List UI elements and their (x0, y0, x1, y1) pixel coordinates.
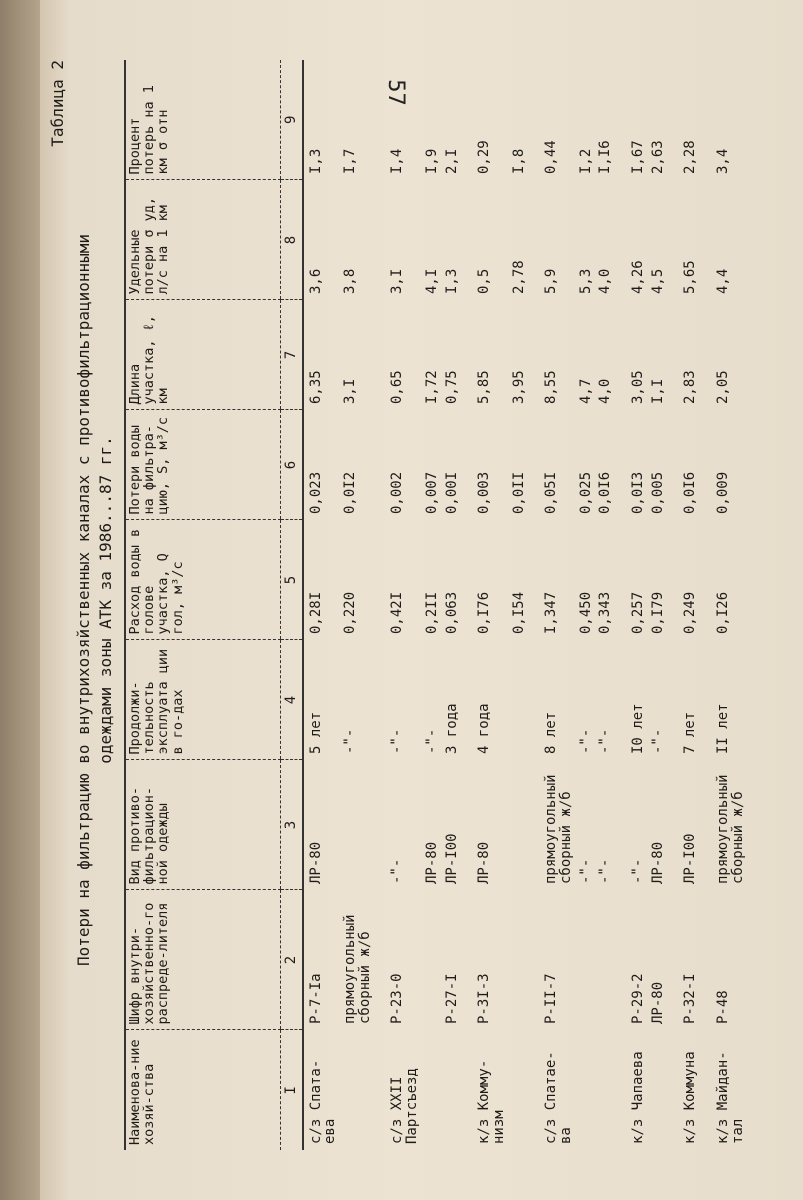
table-cell: к/з Коммуна (682, 1051, 699, 1144)
table-cell: 4,7 (577, 378, 594, 404)
table-cell (646, 1030, 666, 1150)
column-number: 6 (281, 410, 303, 520)
table-cell: 0,450 (577, 591, 594, 634)
table-cell: 3 года (443, 703, 460, 754)
header-cell: Удельные потери σ уд, л/с на 1 км (125, 180, 281, 300)
table-cell: Р-3I-3 (476, 973, 493, 1024)
table-cell: 0,343 (597, 591, 614, 634)
column-number: 5 (281, 520, 303, 640)
table-cell: 0,75 (443, 370, 460, 404)
table-cell: 4 года (476, 703, 493, 754)
column-number: 9 (281, 60, 303, 180)
table-cell (507, 760, 527, 890)
table-cell: 0,257 (630, 591, 646, 634)
table-cell: 5,85 (476, 370, 493, 404)
table-cell: прямоугольный сборный ж/б (543, 774, 574, 884)
table-cell: 7 лет (682, 711, 699, 754)
column-number-row (281, 60, 303, 1150)
page-number: 57 (382, 79, 408, 106)
header-cell: Процент потерь на 1 км σ отн (125, 60, 281, 180)
table-cell: -"- (423, 728, 440, 754)
column-number: I (281, 1030, 303, 1150)
table-row (372, 60, 419, 1150)
table-cell: 2,I (443, 148, 460, 174)
table-cell: с/з Спата-ева (307, 1059, 339, 1144)
table-cell: 2,28 (682, 140, 699, 174)
table-cell (338, 760, 372, 890)
table-cell: I,7 (342, 148, 359, 174)
table-cell: Р-23-0 (389, 973, 406, 1024)
table-cell (507, 1030, 527, 1150)
table-cell: I,2 (577, 148, 594, 174)
header-cell: Шифр внутри-хозяйственно-го распреде-лителя (125, 890, 281, 1030)
table-cell: Р-II-7 (543, 973, 560, 1024)
table-cell: Р-48 (715, 990, 732, 1024)
table-cell: I0 лет (630, 703, 646, 754)
header-cell: Потери воды на фильтра-цию, S, м³/с (125, 410, 281, 520)
table-cell: 0,0I3 (630, 471, 646, 514)
table-cell: 0,44 (543, 140, 560, 174)
table-cell: 0,0I6 (682, 471, 699, 514)
table-cell: I,3 (307, 148, 324, 174)
table-cell: 3,8 (342, 268, 359, 294)
table-cell: с/з XXII Партсъезд (389, 1068, 421, 1144)
table-cell: к/з Комму-низм (476, 1059, 507, 1144)
table-cell: 4,0 (597, 268, 614, 294)
table-cell: -"- (630, 858, 646, 884)
table-cell: прямоугольный сборный ж/б (342, 914, 373, 1024)
column-number: 8 (281, 180, 303, 300)
table-cell: 4,5 (649, 268, 666, 294)
table-caption-line-1: Потери на фильтрацию во внутрихозяйственных каналах с противофильтрационными (74, 233, 93, 967)
table-row (526, 60, 573, 1150)
table-cell: 5 лет (307, 711, 324, 754)
table-cell: 2,78 (510, 260, 527, 294)
table-cell: 3,4 (715, 148, 732, 174)
table-cell: 0,0I2 (342, 471, 359, 514)
table-cell: I,67 (630, 140, 646, 174)
table-cell: I,8 (510, 148, 527, 174)
table-cell: к/з Чапаева (630, 1051, 646, 1144)
table-cell: 0,00I (443, 471, 460, 514)
header-cell: Продолжи-тельность эксплуата ции в го-дах (125, 640, 281, 760)
table-cell (593, 1030, 613, 1150)
table-cell: 5,65 (682, 260, 699, 294)
table-cell: 6,35 (307, 370, 324, 404)
table-cell (507, 640, 527, 760)
table-cell: -"- (577, 728, 594, 754)
table-cell (338, 1030, 372, 1150)
header-cell: Вид противо-фильтрацион-ной одежды (125, 760, 281, 890)
table-cell: 4,I (423, 268, 440, 294)
table-row (440, 60, 460, 1150)
header-cell: Длина участка, ℓ, км (125, 300, 281, 410)
table-cell: ЛР-80 (423, 841, 440, 884)
table-caption-line-2: одеждами зоны АТК за 1986...87 гг. (96, 436, 115, 764)
rotated-table-sheet (40, 20, 800, 1180)
table-cell: Р-29-2 (630, 973, 646, 1024)
table-cell: -"- (389, 858, 406, 884)
table-cell: 0,009 (715, 471, 732, 514)
column-number: 7 (281, 300, 303, 410)
table-cell: 8 лет (543, 711, 560, 754)
table-cell: 3,6 (307, 268, 324, 294)
table-row (507, 60, 527, 1150)
table-row (459, 60, 506, 1150)
table-cell: -"- (597, 858, 614, 884)
table-cell (507, 890, 527, 1030)
table-label: Таблица 2 (48, 60, 67, 147)
table-cell: 0,005 (649, 471, 666, 514)
table-cell: 0,007 (423, 471, 440, 514)
table-cell: 0,220 (342, 591, 359, 634)
table-cell: -"- (597, 728, 614, 754)
header-row (125, 60, 281, 1150)
table-cell: 0,I54 (510, 591, 527, 634)
table-cell: 0,I76 (476, 591, 493, 634)
table-cell: II лет (715, 703, 732, 754)
header-cell: Наименова-ние хозяй-ства (125, 1030, 281, 1150)
table-cell: 3,05 (630, 370, 646, 404)
table-cell: 4,4 (715, 268, 732, 294)
table-cell: 0,29 (476, 140, 493, 174)
table-body (303, 60, 746, 1150)
table-cell (420, 890, 440, 1030)
table-cell: 0,5 (476, 268, 493, 294)
table-row (593, 60, 613, 1150)
table-cell: к/з Майдан-тал (715, 1051, 746, 1144)
column-number: 3 (281, 760, 303, 890)
table-cell: 0,05I (543, 471, 560, 514)
book-spine-shadow (0, 0, 40, 1200)
table-cell: ЛР-80 (307, 841, 324, 884)
table-row (338, 60, 372, 1150)
table-cell: ЛР-I00 (443, 833, 460, 884)
filtration-losses-table (124, 60, 745, 1150)
table-cell: 0,42I (389, 591, 406, 634)
table-row (420, 60, 440, 1150)
table-cell: -"- (389, 728, 406, 754)
table-cell: 3,I (389, 268, 406, 294)
table-cell (574, 1030, 594, 1150)
table-row (574, 60, 594, 1150)
table-cell: с/з Спатае-ва (543, 1051, 574, 1144)
table-cell: 2,63 (649, 140, 666, 174)
column-number: 2 (281, 890, 303, 1030)
table-cell: 0,0II (510, 471, 527, 514)
table-cell: 5,9 (543, 268, 560, 294)
table-cell: 0,I79 (649, 591, 666, 634)
table-cell: 4,26 (630, 260, 646, 294)
table-cell: 0,I26 (715, 591, 732, 634)
table-cell: 8,55 (543, 370, 560, 404)
table-cell: 5,3 (577, 268, 594, 294)
table-cell: 2,83 (682, 370, 699, 404)
table-cell (593, 890, 613, 1030)
table-cell: ЛР-80 (649, 981, 666, 1024)
table-cell (574, 890, 594, 1030)
table-cell: I,I (649, 378, 666, 404)
table-cell: Р-27-I (443, 973, 460, 1024)
table-cell: ЛР-80 (649, 841, 666, 884)
table-cell: Р-32-I (682, 973, 699, 1024)
header-cell: Расход воды в голове участка, Q гол, м³/с (125, 520, 281, 640)
table-row (303, 60, 338, 1150)
table-row (665, 60, 698, 1150)
table-cell (440, 1030, 460, 1150)
table-row (646, 60, 666, 1150)
table-cell: 0,249 (682, 591, 699, 634)
table-cell: 0,65 (389, 370, 406, 404)
table-cell: 0,003 (476, 471, 493, 514)
table-cell: 3,95 (510, 370, 527, 404)
table-cell (420, 1030, 440, 1150)
table-cell: 0,0I6 (597, 471, 614, 514)
table-cell: I,9 (423, 148, 440, 174)
table-cell: -"- (577, 858, 594, 884)
table-cell: -"- (342, 728, 359, 754)
table-cell: -"- (649, 728, 666, 754)
table-cell: 0,063 (443, 591, 460, 634)
table-cell: 0,28I (307, 591, 324, 634)
table-cell: I,347 (543, 591, 560, 634)
table-cell: 4,0 (597, 378, 614, 404)
table-cell: 2,05 (715, 370, 732, 404)
table-cell: 0,023 (307, 471, 324, 514)
table-cell: ЛР-I00 (682, 833, 699, 884)
table-cell: 0,002 (389, 471, 406, 514)
table-cell: I,72 (423, 370, 440, 404)
table-cell: Р-7-Iа (307, 973, 324, 1024)
table-cell: I,3 (443, 268, 460, 294)
table-cell: прямоугольный сборный ж/б (715, 774, 746, 884)
table-cell: 3,I (342, 378, 359, 404)
table-cell: I,I6 (597, 140, 614, 174)
table-row (698, 60, 745, 1150)
column-number: 4 (281, 640, 303, 760)
table-cell: ЛР-80 (476, 841, 493, 884)
table-row (613, 60, 646, 1150)
table-cell: 0,2II (423, 591, 440, 634)
table-cell: 0,025 (577, 471, 594, 514)
table-cell: I,4 (389, 148, 406, 174)
